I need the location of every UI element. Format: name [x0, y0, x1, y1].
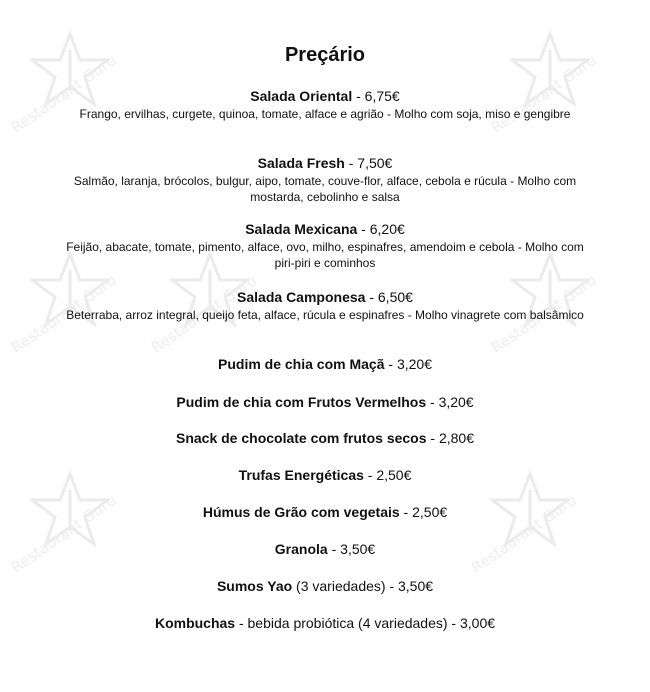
menu-item-heading [60, 614, 590, 632]
menu-item-separator: - [365, 289, 378, 305]
menu-item-heading [60, 540, 590, 558]
menu-item-name: Trufas Energéticas [238, 467, 364, 483]
menu-item-separator: - [426, 430, 439, 446]
menu-item-price: 6,75€ [364, 88, 400, 104]
menu-item [60, 466, 590, 484]
menu-item-separator: - bebida probiótica (4 variedades) - [235, 615, 460, 631]
page-title: Preçário [284, 44, 366, 66]
menu-item [60, 288, 590, 323]
menu-item-heading [60, 393, 590, 411]
menu-item-separator: - [327, 541, 341, 557]
watermark [140, 250, 290, 400]
watermark [480, 250, 630, 400]
menu-item [60, 220, 590, 271]
menu-item-price: 3,50€ [398, 578, 434, 594]
menu-item-heading [60, 577, 590, 595]
menu-item-separator: - [357, 221, 370, 237]
menu-item-name: Kombuchas [154, 615, 236, 631]
menu-item-heading [60, 355, 590, 373]
watermark-text: Restaurant Guru [468, 491, 580, 577]
menu-item-name: Salada Camponesa [237, 289, 366, 305]
menu-item [60, 540, 590, 558]
menu-item-heading [60, 466, 590, 484]
menu-item [60, 355, 590, 373]
menu-item-price: 2,80€ [438, 430, 475, 446]
menu-item [60, 503, 590, 521]
menu-item-name: Salada Mexicana [245, 221, 358, 237]
menu-item-price: 6,50€ [377, 289, 413, 305]
watermark-text: Restaurant Guru [8, 491, 120, 577]
menu-item-price: 2,50€ [412, 504, 448, 520]
menu-item [60, 429, 590, 447]
menu-item-price: 3,20€ [396, 356, 432, 372]
watermark-text: Restaurant Guru [488, 51, 600, 137]
menu-item [60, 614, 590, 632]
menu-item-heading [60, 87, 590, 105]
menu-item-separator: - [344, 155, 358, 171]
watermark [0, 250, 150, 400]
menu-item-separator: - [352, 88, 365, 104]
menu-item-description: Beterraba, arroz integral, queijo feta, alface, rúcula e espinafres - Molho vinagrete com balsâmico [66, 308, 584, 322]
menu-item-name: Sumos Yao [216, 578, 293, 594]
menu-item-price: 7,50€ [357, 155, 393, 171]
menu-item-name: Pudim de chia com Maçã [218, 356, 385, 372]
menu-item-heading [60, 429, 590, 447]
menu-item-name: Húmus de Grão com vegetais [202, 504, 400, 520]
menu-item-separator: - [384, 356, 397, 372]
menu-item-name: Salada Fresh [257, 155, 345, 171]
watermark-text: Restaurant Guru [8, 51, 120, 137]
menu-item-heading [60, 288, 590, 306]
menu-item-description: Feijão, abacate, tomate, pimento, alface, ovo, milho, espinafres, amendoim e cebola - Molho com piri-piri e cominhos [66, 240, 584, 270]
menu-item-heading [60, 154, 590, 172]
menu-item-name: Snack de chocolate com frutos secos [175, 430, 427, 446]
menu-item [60, 154, 590, 205]
menu-item-name: Salada Oriental [250, 88, 353, 104]
menu-item [60, 87, 590, 122]
menu-item-price: 3,00€ [459, 615, 496, 631]
menu-item-price: 6,20€ [369, 221, 405, 237]
menu-item-price: 3,20€ [438, 394, 474, 410]
menu-item-separator: - [363, 467, 377, 483]
menu-item [60, 577, 590, 595]
menu-item-price: 2,50€ [376, 467, 412, 483]
menu-item [60, 393, 590, 411]
menu-item-heading [60, 220, 590, 238]
menu-item-separator: - [399, 504, 413, 520]
menu-item-heading [60, 503, 590, 521]
menu-item-separator: - [426, 394, 439, 410]
menu-item-description: Salmão, laranja, brócolos, bulgur, aipo, tomate, couve-flor, alface, cebola e rúcula - Molho com mostarda, cebolinho e salsa [73, 174, 577, 204]
menu-item-separator: (3 variedades) - [292, 578, 398, 594]
menu-item-description: Frango, ervilhas, curgete, quinoa, tomate, alface e agrião - Molho com soja, miso e gengibre [79, 107, 571, 121]
watermark-text: Restaurant Guru [148, 271, 260, 357]
watermark-text: Restaurant Guru [8, 271, 120, 357]
watermark-text: Restaurant Guru [488, 271, 600, 357]
menu-item-name: Pudim de chia com Frutos Vermelhos [176, 394, 427, 410]
menu-item-name: Granola [274, 541, 328, 557]
menu-item-price: 3,50€ [340, 541, 376, 557]
